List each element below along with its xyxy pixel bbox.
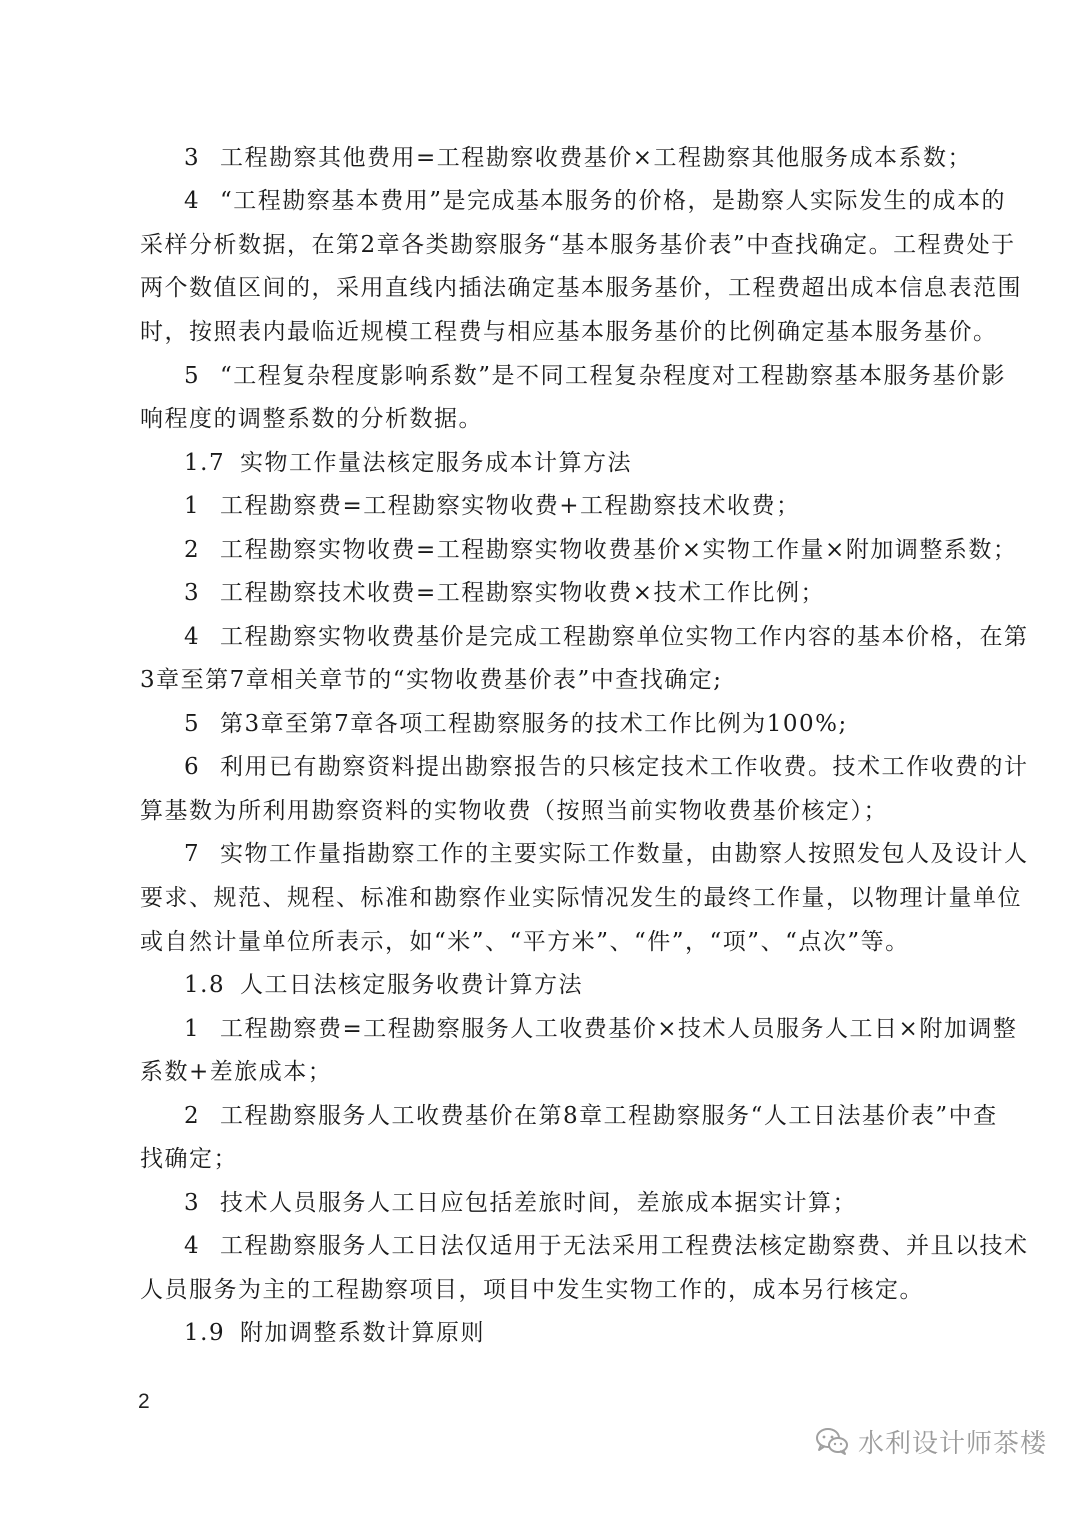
line-text: 或自然计量单位所表示，如“米”、“平方米”、“件”，“项”、“点次”等。 (140, 929, 910, 955)
line-text: “工程复杂程度影响系数”是不同工程复杂程度对工程勘察基本服务基价影 (220, 363, 1007, 389)
item-number: 4 (184, 1233, 201, 1259)
paragraph-line (140, 665, 723, 695)
line-text: 采样分析数据，在第2章各类勘察服务“基本服务基价表”中查找确定。工程费处于 (140, 232, 1016, 258)
line-text: 两个数值区间的，采用直线内插法确定基本服务基价，工程费超出成本信息表范围 (140, 275, 1022, 301)
paragraph-line (184, 535, 1017, 565)
line-text: 利用已有勘察资料提出勘察报告的只核定技术工作收费。技术工作收费的计 (220, 754, 1029, 780)
item-number: 1 (184, 1016, 201, 1042)
section-title: 实物工作量法核定服务成本计算方法 (240, 450, 632, 476)
line-text: 第3章至第7章各项工程勘察服务的技术工作比例为100%; (220, 711, 848, 737)
item-number: 5 (184, 363, 201, 389)
paragraph-line (140, 883, 1022, 913)
section-number: 1.8 (184, 972, 226, 998)
line-text: 工程勘察费=工程勘察服务人工收费基价×技术人员服务人工日×附加调整 (220, 1016, 1018, 1042)
paragraph-line (184, 143, 972, 173)
paragraph-line (184, 361, 1006, 391)
item-number: 4 (184, 624, 201, 650)
line-text: 找确定； (140, 1146, 238, 1172)
item-number: 2 (184, 537, 201, 563)
section-heading (184, 970, 583, 1000)
section-title: 附加调整系数计算原则 (240, 1320, 485, 1346)
item-number: 4 (184, 188, 201, 214)
section-heading (184, 448, 632, 478)
paragraph-line (184, 1014, 1017, 1044)
paragraph-line (140, 1057, 332, 1087)
paragraph-line (140, 1144, 238, 1174)
line-text: 3章至第7章相关章节的“实物收费基价表”中查找确定; (140, 667, 723, 693)
line-text: 响程度的调整系数的分析数据。 (140, 406, 483, 432)
section-number: 1.9 (184, 1320, 226, 1346)
watermark-text: 水利设计师茶楼 (858, 1428, 1048, 1459)
paragraph-line (140, 927, 910, 957)
section-title: 人工日法核定服务收费计算方法 (240, 972, 583, 998)
item-number: 3 (184, 145, 201, 171)
item-number: 3 (184, 580, 201, 606)
line-text: 工程勘察技术收费=工程勘察实物收费×技术工作比例； (220, 580, 826, 606)
paragraph-line (140, 317, 998, 347)
paragraph-line (184, 709, 848, 739)
item-number: 3 (184, 1190, 201, 1216)
line-text: 系数+差旅成本； (140, 1059, 333, 1085)
paragraph-line (184, 622, 1029, 652)
line-text: 工程勘察服务人工日法仅适用于无法采用工程费法核定勘察费、并且以技术 (220, 1233, 1029, 1259)
item-number: 5 (184, 711, 201, 737)
paragraph-line (140, 404, 483, 434)
line-text: “工程勘察基本费用”是完成基本服务的价格，是勘察人实际发生的成本的 (220, 188, 1007, 214)
paragraph-line (140, 230, 1016, 260)
paragraph-line (184, 1231, 1029, 1261)
line-text: 实物工作量指勘察工作的主要实际工作数量，由勘察人按照发包人及设计人 (220, 841, 1029, 867)
section-number: 1.7 (184, 450, 226, 476)
paragraph-line (184, 1188, 857, 1218)
line-text: 工程勘察费=工程勘察实物收费+工程勘察技术收费； (220, 493, 801, 519)
line-text: 技术人员服务人工日应包括差旅时间，差旅成本据实计算； (220, 1190, 857, 1216)
watermark (814, 1424, 1047, 1458)
section-heading (184, 1318, 485, 1348)
line-text: 要求、规范、规程、标准和勘察作业实际情况发生的最终工作量，以物理计量单位 (140, 885, 1022, 911)
line-text: 人员服务为主的工程勘察项目，项目中发生实物工作的，成本另行核定。 (140, 1277, 924, 1303)
line-text: 工程勘察其他费用=工程勘察收费基价×工程勘察其他服务成本系数； (220, 145, 973, 171)
paragraph-line (184, 491, 801, 521)
line-text: 工程勘察服务人工收费基价在第8章工程勘察服务“人工日法基价表”中查 (220, 1103, 998, 1129)
item-number: 1 (184, 493, 201, 519)
item-number: 7 (184, 841, 201, 867)
wechat-icon (814, 1426, 850, 1456)
line-text: 工程勘察实物收费=工程勘察实物收费基价×实物工作量×附加调整系数； (220, 537, 1018, 563)
line-text: 时，按照表内最临近规模工程费与相应基本服务基价的比例确定基本服务基价。 (140, 319, 998, 345)
line-text: 工程勘察实物收费基价是完成工程勘察单位实物工作内容的基本价格，在第 (220, 624, 1029, 650)
paragraph-line (184, 839, 1029, 869)
paragraph-line (184, 752, 1029, 782)
line-text: 算基数为所利用勘察资料的实物收费（按照当前实物收费基价核定）； (140, 798, 888, 824)
paragraph-line (184, 1101, 998, 1131)
item-number: 6 (184, 754, 201, 780)
paragraph-line (140, 273, 1022, 303)
page-number: 2 (138, 1390, 150, 1413)
paragraph-line (184, 186, 1006, 216)
paragraph-line (140, 1275, 924, 1305)
paragraph-line (184, 578, 825, 608)
item-number: 2 (184, 1103, 201, 1129)
paragraph-line (140, 796, 888, 826)
